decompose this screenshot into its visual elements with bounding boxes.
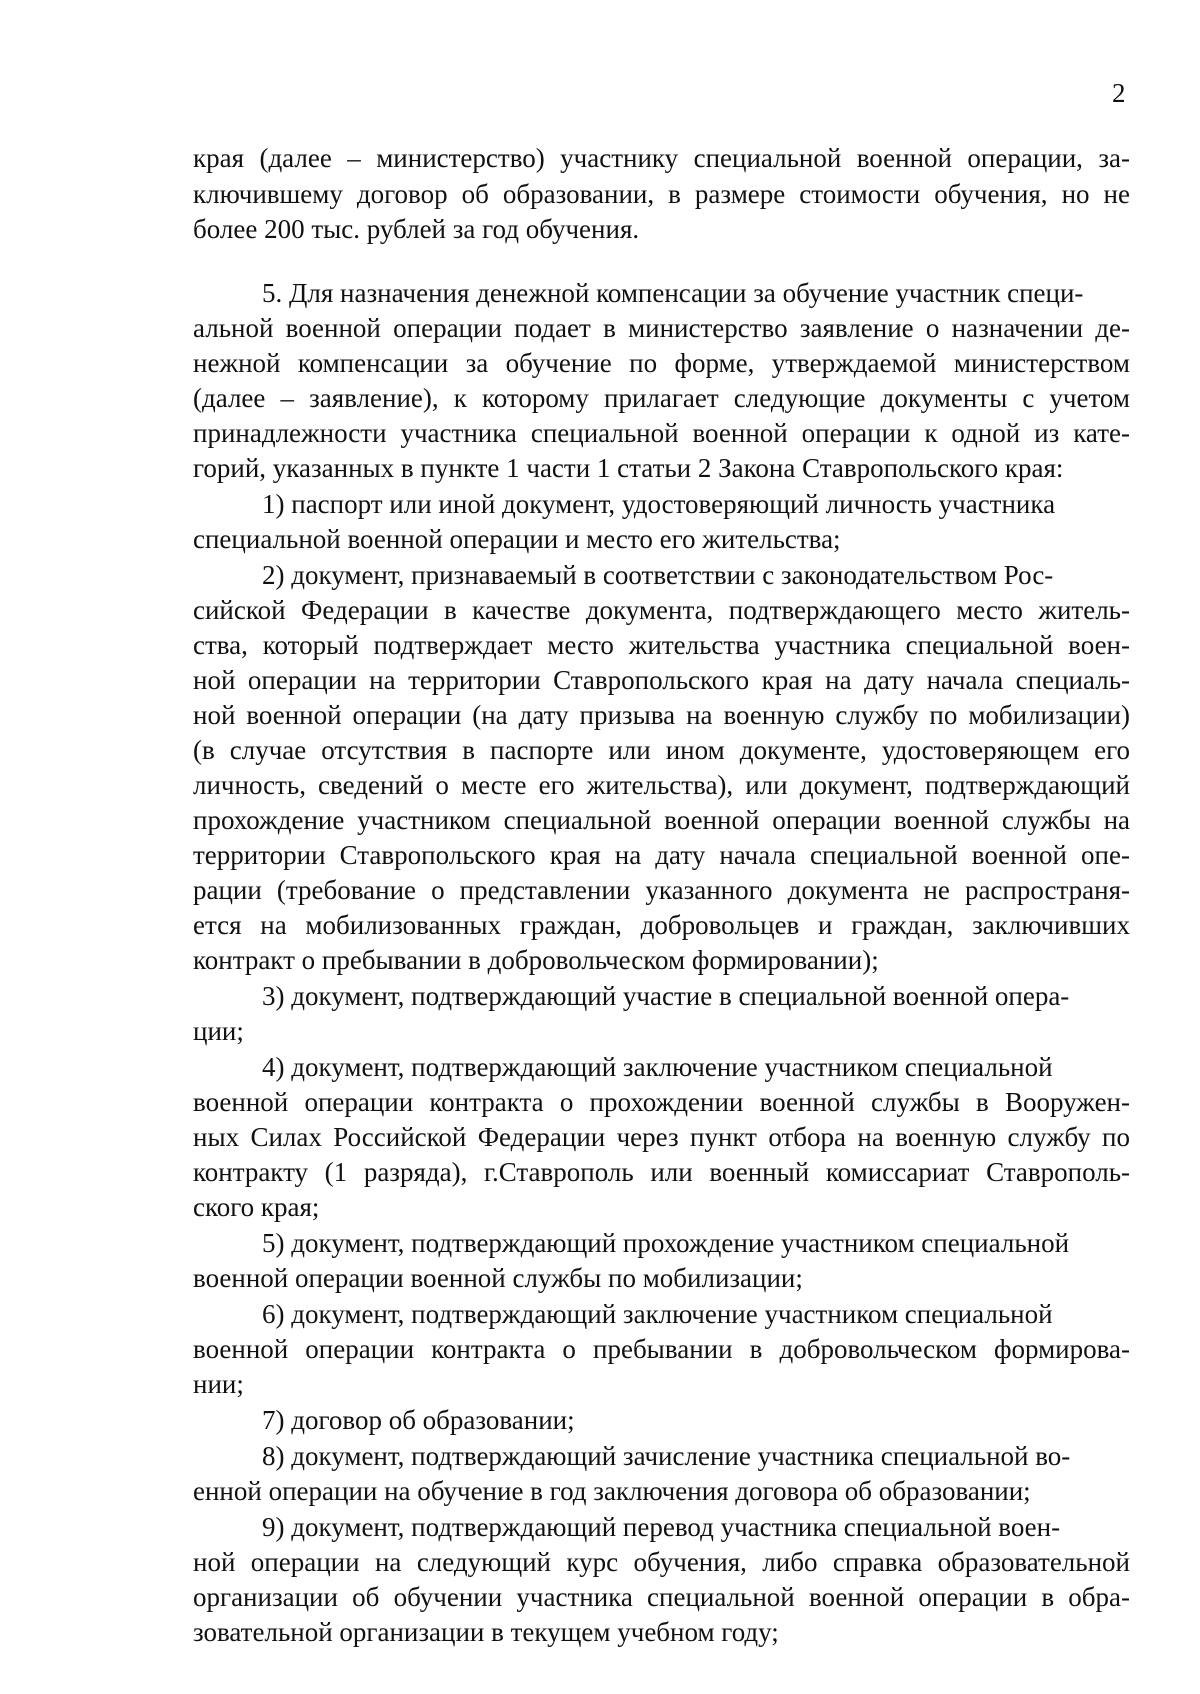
text-line: енной операции на обучение в год заключения договора об образовании; — [193, 1476, 1031, 1506]
text-line: 7) договор об образовании; — [262, 1405, 575, 1435]
text-line: специальной военной операции и место его жительства; — [193, 524, 841, 554]
text-line: 8) документ, подтверждающий зачисление участника специальной во- — [262, 1441, 1071, 1471]
text-line: территории Ставропольского края на дату начала специальной военной опе- — [193, 840, 1130, 870]
text-line: альной военной операции подает в министерство заявление о назначении де- — [193, 313, 1130, 343]
text-line: 4) документ, подтверждающий заключение участником специальной — [262, 1052, 1053, 1082]
text-line: ства, который подтверждает место жительства участника специальной воен- — [193, 630, 1130, 660]
text-line: рации (требование о представлении указанного документа не распространя- — [193, 875, 1130, 905]
text-line: края (далее – министерство) участнику специальной военной операции, за- — [193, 143, 1130, 173]
text-line: принадлежности участника специальной военной операции к одной из кате- — [193, 418, 1130, 448]
text-line: ной операции на территории Ставропольского края на дату начала специаль- — [193, 665, 1130, 695]
text-line: (в случае отсутствия в паспорте или ином документе, удостоверяющем его — [193, 735, 1130, 765]
text-line: (далее – заявление), к которому прилагает следующие документы с учетом — [193, 383, 1130, 413]
text-line: ной военной операции (на дату призыва на военную службу по мобилизации) — [193, 700, 1130, 730]
text-line: ных Силах Российской Федерации через пункт отбора на военную службу по — [193, 1122, 1130, 1152]
text-line: ции; — [193, 1016, 244, 1046]
text-line: контракту (1 разряда), г.Ставрополь или военный комиссариат Ставрополь- — [193, 1157, 1130, 1187]
text-line: прохождение участником специальной военной операции военной службы на — [193, 805, 1130, 835]
text-line: 9) документ, подтверждающий перевод участника специальной воен- — [262, 1512, 1061, 1542]
text-line: нежной компенсации за обучение по форме, утверждаемой министерством — [193, 348, 1130, 378]
text-line: ключившему договор об образовании, в размере стоимости обучения, но не — [193, 179, 1130, 209]
text-line: организации об обучении участника специальной военной операции в обра- — [193, 1582, 1130, 1612]
text-line: зовательной организации в текущем учебном году; — [193, 1617, 779, 1647]
text-line: 5. Для назначения денежной компенсации за обучение участник специ- — [262, 278, 1084, 308]
text-line: военной операции контракта о прохождении военной службы в Вооружен- — [193, 1087, 1130, 1117]
text-line: ского края; — [193, 1192, 320, 1222]
text-line: 5) документ, подтверждающий прохождение участником специальной — [262, 1228, 1070, 1258]
text-line: более 200 тыс. рублей за год обучения. — [193, 214, 640, 244]
text-line: 1) паспорт или иной документ, удостоверяющий личность участника — [262, 489, 1056, 519]
text-line: контракт о пребывании в добровольческом формировании); — [193, 945, 879, 975]
text-line: ется на мобилизованных граждан, добровольцев и граждан, заключивших — [193, 910, 1130, 940]
text-line: ной операции на следующий курс обучения, либо справка образовательной — [193, 1547, 1130, 1577]
page-number: 2 — [1112, 78, 1126, 108]
text-line: военной операции военной службы по мобилизации; — [193, 1263, 803, 1293]
text-line: нии; — [193, 1369, 244, 1399]
text-line: личность, сведений о месте его жительства), или документ, подтверждающий — [193, 770, 1130, 800]
text-line: военной операции контракта о пребывании в добровольческом формирова- — [193, 1334, 1130, 1364]
text-line: сийской Федерации в качестве документа, подтверждающего место житель- — [193, 595, 1130, 625]
text-line: 6) документ, подтверждающий заключение участником специальной — [262, 1299, 1053, 1329]
text-line: 2) документ, признаваемый в соответствии с законодательством Рос- — [262, 560, 1054, 590]
text-line: 3) документ, подтверждающий участие в специальной военной опера- — [262, 981, 1070, 1011]
text-line: горий, указанных в пункте 1 части 1 статьи 2 Закона Ставропольского края: — [193, 453, 1064, 483]
